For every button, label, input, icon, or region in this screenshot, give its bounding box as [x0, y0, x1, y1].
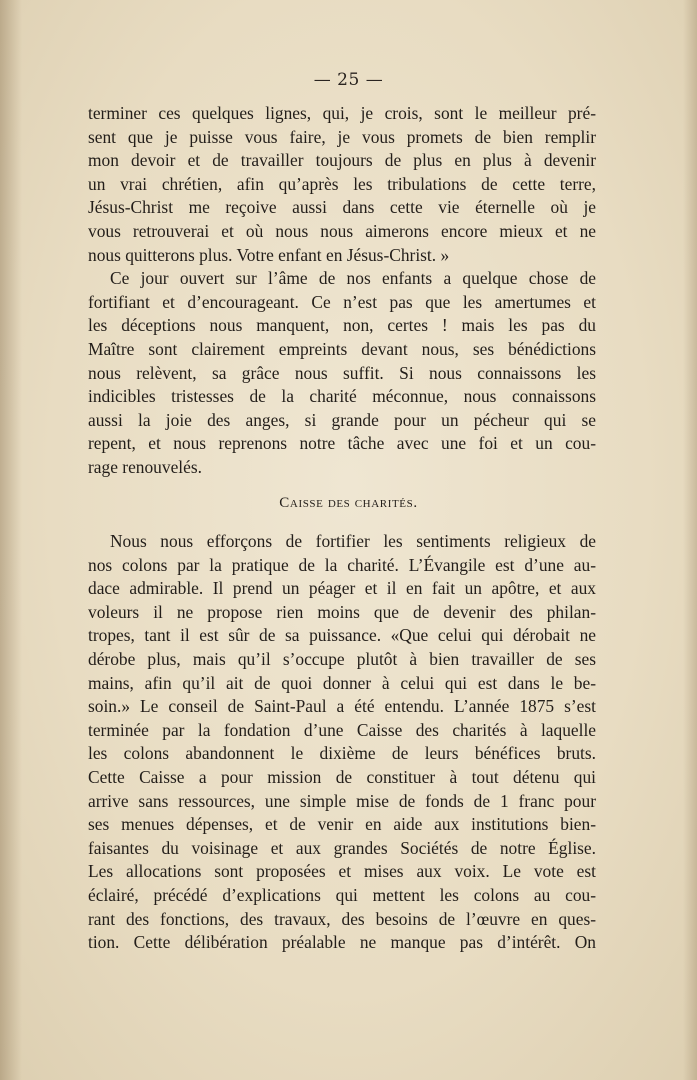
text-line: ses menues dépenses, et de venir en aide aux institutions bien-	[88, 814, 596, 835]
text-line: Maître sont clairement empreints devant nous, ses bénédictions	[88, 338, 596, 359]
text-line: Nous nous efforçons de fortifier les sentiments religieux de	[110, 531, 596, 551]
text-line: sent que je puisse vous faire, je vous promets de bien remplir	[88, 126, 596, 147]
text-line: mon devoir et de travailler toujours de plus en plus à devenir	[88, 150, 596, 171]
paragraph-caisse	[88, 530, 596, 955]
text-line: voleurs il ne propose rien moins que de devenir des philan-	[88, 601, 596, 622]
text-line: fortifiant et d’encourageant. Ce n’est pas que les amertumes et	[88, 291, 596, 312]
paragraph-reflection	[88, 267, 596, 479]
text-line: Les allocations sont proposées et mises aux voix. Le vote est	[88, 861, 596, 882]
text-line: arrive sans ressources, une simple mise de fonds de 1 franc pour	[88, 790, 596, 811]
text-line: rage renouvelés.	[88, 456, 202, 477]
body-text-bottom	[88, 530, 596, 955]
text-line: soin.» Le conseil de Saint-Paul a été entendu. L’année 1875 s’est	[88, 696, 596, 717]
text-line: indicibles tristesses de la charité méconnue, nous connaissons	[88, 386, 596, 407]
text-line: dérobe plus, mais qu’il s’occupe plutôt à bien travailler de ses	[88, 648, 596, 669]
text-line: vous retrouverai et où nous nous aimerons encore mieux et ne	[88, 220, 596, 241]
text-line: Jésus-Christ me reçoive aussi dans cette vie éternelle où je	[88, 197, 596, 218]
paragraph-letter-end	[88, 102, 596, 267]
text-line: faisantes du voisinage et aux grandes Sociétés de notre Église.	[88, 837, 596, 858]
body-text-top	[88, 102, 596, 480]
text-line: nos colons par la pratique de la charité. L’Évangile est d’une au-	[88, 554, 596, 575]
text-line: repent, et nous reprenons notre tâche avec une foi et un cou-	[88, 433, 596, 454]
text-line: éclairé, précédé d’explications qui mettent les colons au cou-	[88, 884, 596, 905]
text-line: tion. Cette délibération préalable ne manque pas d’intérêt. On	[88, 932, 596, 953]
text-line: aussi la joie des anges, si grande pour un pécheur qui se	[88, 409, 596, 430]
text-line: un vrai chrétien, afin qu’après les tribulations de cette terre,	[88, 173, 596, 194]
text-line: mains, afin qu’il ait de quoi donner à celui qui est dans le be-	[88, 672, 596, 693]
page-number: — 25 —	[313, 70, 384, 90]
text-line: rant des fonctions, des travaux, des besoins de l’œuvre en ques-	[88, 908, 596, 929]
text-line: nous quitterons plus. Votre enfant en Jésus-Christ. »	[88, 244, 450, 265]
section-heading: Caisse des charités.	[279, 495, 418, 511]
text-line: tropes, tant il est sûr de sa puissance. «Que celui qui dérobait ne	[88, 625, 596, 646]
text-line: les déceptions nous manquent, non, certes ! mais les pas du	[88, 315, 596, 336]
text-line: Cette Caisse a pour mission de constituer à tout détenu qui	[88, 766, 596, 787]
text-line: terminer ces quelques lignes, qui, je crois, sont le meilleur pré-	[88, 103, 596, 123]
text-line: nous relèvent, sa grâce nous suffit. Si nous connaissons les	[88, 362, 596, 383]
text-line: les colons abandonnent le dixième de leurs bénéfices bruts.	[88, 743, 596, 764]
text-line: terminée par la fondation d’une Caisse des charités à laquelle	[88, 719, 596, 740]
text-line: dace admirable. Il prend un péager et il en fait un apôtre, et aux	[88, 578, 596, 599]
text-line: Ce jour ouvert sur l’âme de nos enfants a quelque chose de	[110, 268, 596, 289]
